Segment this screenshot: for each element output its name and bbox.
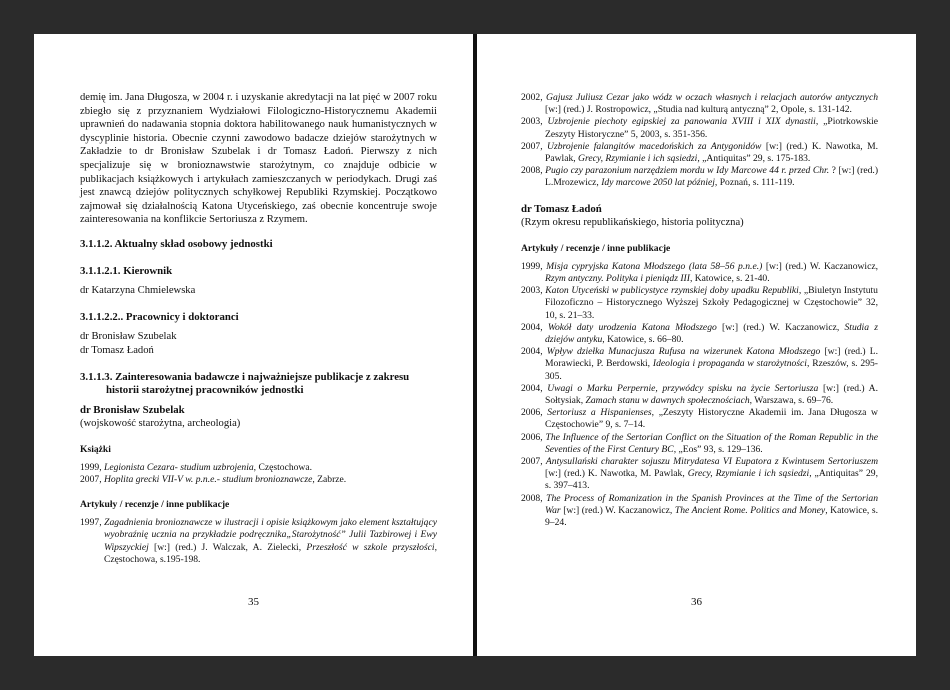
article-entry: 2002, Gajusz Juliusz Cezar jako wódz w oczach własnych i relacjach autorów antycznych [w:] (red.) J. Rostropowicz, „Studia nad kulturą antyczną” 2, Opole, s. 131-142. [521, 92, 878, 116]
article-entry: 2006, Sertoriusz a Hispanienses, „Zeszyty Historyczne Akademii im. Jana Długosza w Częstochowie” 9, s. 7–14. [521, 407, 878, 431]
heading-artykuly: Artykuły / recenzje / inne publikacje [80, 499, 230, 511]
heading-line-1: 3.1.1.3. Zainteresowania badawcze i najważniejsze publikacje z zakresu [80, 370, 410, 383]
heading-kierownik: 3.1.1.2.1. Kierownik [80, 264, 173, 277]
person-name: dr Tomasz Ładoń [521, 202, 602, 215]
right-page [477, 34, 916, 656]
intro-paragraph: demię im. Jana Długosza, w 2004 r. i uzyskanie akredytacji na lat pięć w 2007 roku zbiegło się z przyznaniem Wydziałowi Filologiczno-Historycznemu Akademii uprawnień do nadawania stopnia doktora habilitowanego nauk humanistycznych w dyscyplinie historia. Obecnie czynni zawodowo badacze dziejów starożytnych w Zakładzie to dr Bronisław Szubelak i dr Tomasz Ładoń. Pierwszy z nich specjalizuje się w bronioznawstwie starożytnym, co znajduje odbicie w publikacjach książkowych i artykułach zamieszczanych w periodykach. Drugi zaś jest znawcą dziejów politycznych schyłkowej Republiki Rzymskiej. Początkowo zajmował się działalnością Katona Utyceńskiego, zaś obecnie koncentruje swoje zainteresowania na konflikcie Sertoriusza z Rzymem. [80, 92, 437, 226]
book-entry: 1999, Legionista Cezara- studium uzbrojenia, Częstochowa. [80, 461, 313, 473]
heading-pracownicy: 3.1.1.2.2.. Pracownicy i doktoranci [80, 310, 239, 323]
continued-publications [521, 92, 878, 190]
heading-zainteresowania [80, 371, 437, 398]
article-entry: 1999, Misja cypryjska Katona Młodszego (lata 58–56 p.n.e.) [w:] (red.) W. Kaczanowicz, Rzym antyczny. Polityka i pieniądz III, Katowice, s. 21-40. [521, 260, 879, 285]
staff-member: dr Tomasz Ładoń [80, 344, 154, 356]
heading-ksiazki: Książki [80, 443, 111, 455]
left-page [34, 34, 473, 656]
article-entry: 2003, Uzbrojenie piechoty egipskiej za panowania XVIII i XIX dynastii, „Piotrkowskie Zeszyty Historyczne” 5, 2003, s. 351-356. [521, 116, 878, 140]
page-number: 36 [691, 596, 702, 608]
heading-artykuly: Artykuły / recenzje / inne publikacje [521, 242, 671, 254]
article-entry: 2008, Pugio czy parazonium narzędziem mordu w Idy Marcowe 44 r. przed Chr. ? [w:] (red.) L.Mrozewicz, Idy marcowe 2050 lat później, Poznań, s. 111-119. [521, 165, 879, 189]
article-entry: 2004, Wokół daty urodzenia Katona Młodszego [w:] (red.) W. Kaczanowicz, Studia z dziejów antyku, Katowice, s. 66–80. [521, 321, 878, 346]
heading-line-2: historii starożytnej pracowników jednostki [106, 384, 304, 397]
heading-sklad: 3.1.1.2. Aktualny skład osobowy jednostki [80, 237, 273, 250]
book-entry: 2007, Hoplita grecki VII-V w. p.n.e.- studium bronioznawcze, Zabrze. [80, 474, 347, 486]
kierownik-name: dr Katarzyna Chmielewska [80, 285, 196, 297]
article-entry: 2004, Uwagi o Marku Perpernie, przywódcy spisku na życie Sertoriusza [w:] (red.) A. Sołtysiak, Zamach stanu w dawnych społecznościach, Warszawa, s. 69–76. [521, 382, 879, 407]
article-entry: 2006, The Influence of the Sertorian Conflict on the Situation of the Roman Republic in the Seventies of the First Century BC, „Eos” 93, s. 129–136. [521, 431, 878, 455]
books-list [80, 462, 437, 486]
person-field: (wojskowość starożytna, archeologia) [80, 418, 241, 430]
article-entry: 2004, Wpływ dziełka Munacjusza Rufusa na wizerunek Katona Młodszego [w:] (red.) L. Morawiecki, P. Berdowski, Ideologia i propaganda w starożytności, Rzeszów, s. 295-305. [521, 346, 879, 382]
staff-member: dr Bronisław Szubelak [80, 331, 177, 343]
person-field: (Rzym okresu republikańskiego, historia polityczna) [521, 217, 744, 229]
article-entry: 2008, The Process of Romanization in the Spanish Provinces at the Time of the Sertorian War [w:] (red.) W. Kaczanowicz, The Ancient Rome. Politics and Money, Katowice, s. 9–24. [521, 492, 878, 529]
articles-list [521, 261, 878, 529]
page-number: 35 [248, 596, 259, 608]
article-entry: 1997, Zagadnienia bronioznawcze w ilustracji i opisie książkowym jako element kształtujący wyobraźnię ucznia na przykładzie podręcznika„Starożytność” Julii Tazbirowej i Ewy Wipszyckiej [w:] (red.) J. Walczak, A. Zielecki, Przeszłość w szkole przyszłości, Częstochowa, s.195-198. [80, 517, 437, 565]
person-name: dr Bronisław Szubelak [80, 403, 185, 416]
article-entry: 2007, Antysullański charakter sojuszu Mitrydatesa VI Eupatora z Kwintusem Sertoriuszem [w:] (red.) K. Nawotka, M. Pawlak, Grecy, Rzymianie i ich sąsiedzi, „Antiquitas” 29, s. 397–413. [521, 456, 878, 492]
article-entry: 2007, Uzbrojenie falangitów macedońskich za Antygonidów [w:] (red.) K. Nawotka, M. Pawlak, Grecy, Rzymianie i ich sąsiedzi, „Antiquitas” 29, s. 175-183. [521, 140, 878, 165]
article-entry: 2003, Katon Utyceński w publicystyce rzymskiej doby upadku Republiki, „Biuletyn Instytutu Filozoficzno – Historycznego Wyższej Szkoły Pedagogicznej w Częstochowie” 32, 10, s. 21–33. [521, 285, 878, 321]
